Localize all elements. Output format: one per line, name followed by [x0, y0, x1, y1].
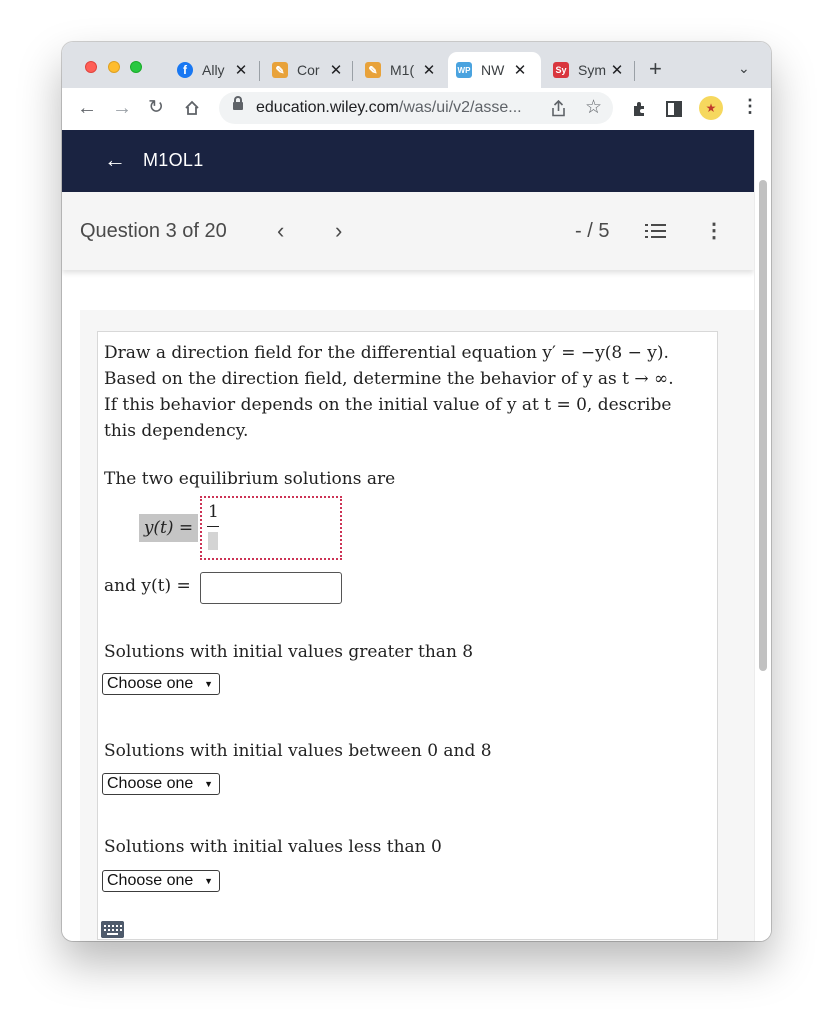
page-viewport [62, 130, 771, 941]
tab-separator [352, 61, 353, 81]
back-arrow-icon[interactable]: ← [104, 147, 126, 172]
url-path: /was/ui/v2/asse... [398, 99, 522, 116]
tab-nw-active[interactable] [448, 52, 541, 88]
more-options-icon[interactable]: ⋮ [704, 220, 724, 242]
close-tab-icon[interactable]: ✕ [422, 62, 436, 79]
prompt-line: Draw a direction field for the differential equation y′ = −y(8 − y). [104, 343, 669, 363]
back-icon[interactable]: ← [77, 97, 97, 119]
zoom-window-button[interactable] [130, 61, 142, 73]
fraction-bar [207, 526, 219, 527]
tab-title: Sym [578, 62, 606, 78]
score-display: - / 5 [575, 220, 610, 242]
profile-avatar[interactable]: ★ [699, 96, 723, 120]
previous-question-button[interactable]: ‹ [277, 218, 285, 243]
bookmark-star-icon[interactable]: ☆ [585, 97, 603, 118]
section-between-0-and-8: Solutions with initial values between 0 and 8 [104, 741, 492, 761]
question-nav-bar [62, 192, 754, 270]
chevron-down-icon: ▼ [204, 679, 213, 689]
question-prompt [104, 340, 704, 444]
browser-window [62, 42, 771, 941]
lock-icon [233, 102, 243, 110]
close-window-button[interactable] [85, 61, 97, 73]
url-domain: education.wiley.com [256, 99, 399, 116]
section-greater-than-8: Solutions with initial values greater than 8 [104, 642, 474, 662]
dropdown-value: Choose one [107, 675, 194, 692]
dropdown-less-than-0[interactable] [102, 870, 220, 892]
pencil-icon: ✎ [365, 62, 381, 78]
browser-toolbar [62, 88, 771, 131]
dropdown-value: Choose one [107, 775, 194, 792]
equilibrium-2-label: and y(t) = [104, 576, 191, 596]
tab-ally[interactable] [169, 52, 259, 88]
scrollbar-thumb[interactable] [759, 180, 767, 671]
close-tab-icon[interactable]: ✕ [329, 62, 343, 79]
question-list-icon[interactable] [645, 222, 666, 240]
side-panel-icon[interactable] [666, 101, 682, 117]
tab-title: NW [481, 62, 505, 78]
share-icon[interactable] [551, 100, 566, 117]
dropdown-value: Choose one [107, 872, 194, 889]
close-tab-icon[interactable]: ✕ [513, 62, 527, 79]
tab-title: M1( [390, 62, 415, 78]
question-card [97, 331, 718, 940]
assignment-title: M1OL1 [143, 150, 204, 170]
prompt-line: Based on the direction field, determine the behavior of y as t → ∞. [104, 369, 674, 389]
fraction-denominator-input[interactable] [208, 532, 218, 550]
forward-icon[interactable]: → [112, 97, 132, 119]
equilibrium-1-label: y(t) = [139, 514, 198, 542]
tab-cor[interactable] [264, 52, 352, 88]
url-text [256, 99, 522, 117]
tab-m1[interactable] [357, 52, 445, 88]
prompt-line: this dependency. [104, 421, 249, 441]
browser-menu-icon[interactable]: ⋮ [741, 96, 759, 116]
fraction-numerator: 1 [208, 502, 219, 522]
tab-title: Ally [202, 62, 225, 78]
equilibrium-intro: The two equilibrium solutions are [104, 469, 396, 489]
tab-separator [259, 61, 260, 81]
next-question-button[interactable]: › [335, 218, 343, 243]
prompt-line: If this behavior depends on the initial value of y at t = 0, describe [104, 395, 672, 415]
wileyplus-icon: WP [456, 62, 472, 78]
equilibrium-2-input[interactable] [200, 572, 342, 604]
close-tab-icon[interactable]: ✕ [234, 62, 248, 79]
extensions-icon[interactable] [631, 100, 648, 117]
tab-title: Cor [297, 62, 320, 78]
minimize-window-button[interactable] [108, 61, 120, 73]
pencil-icon: ✎ [272, 62, 288, 78]
new-tab-button[interactable]: + [649, 56, 662, 81]
tab-sym[interactable] [545, 52, 633, 88]
close-tab-icon[interactable]: ✕ [610, 62, 624, 79]
tab-search-icon[interactable]: ⌄ [738, 60, 750, 76]
keyboard-icon[interactable] [101, 921, 124, 938]
home-icon[interactable] [184, 100, 200, 116]
tab-strip [62, 42, 771, 88]
reload-icon[interactable]: ↻ [148, 97, 164, 118]
section-less-than-0: Solutions with initial values less than 0 [104, 837, 442, 857]
chevron-down-icon: ▼ [204, 876, 213, 886]
symbolab-icon: Sy [553, 62, 569, 78]
dropdown-between-0-and-8[interactable] [102, 773, 220, 795]
question-counter: Question 3 of 20 [80, 220, 227, 242]
app-header [62, 130, 754, 192]
address-bar[interactable] [219, 92, 613, 124]
dropdown-greater-than-8[interactable] [102, 673, 220, 695]
tab-separator [634, 61, 635, 81]
chevron-down-icon: ▼ [204, 779, 213, 789]
equilibrium-1-input[interactable] [200, 496, 342, 560]
facebook-icon: f [177, 62, 193, 78]
